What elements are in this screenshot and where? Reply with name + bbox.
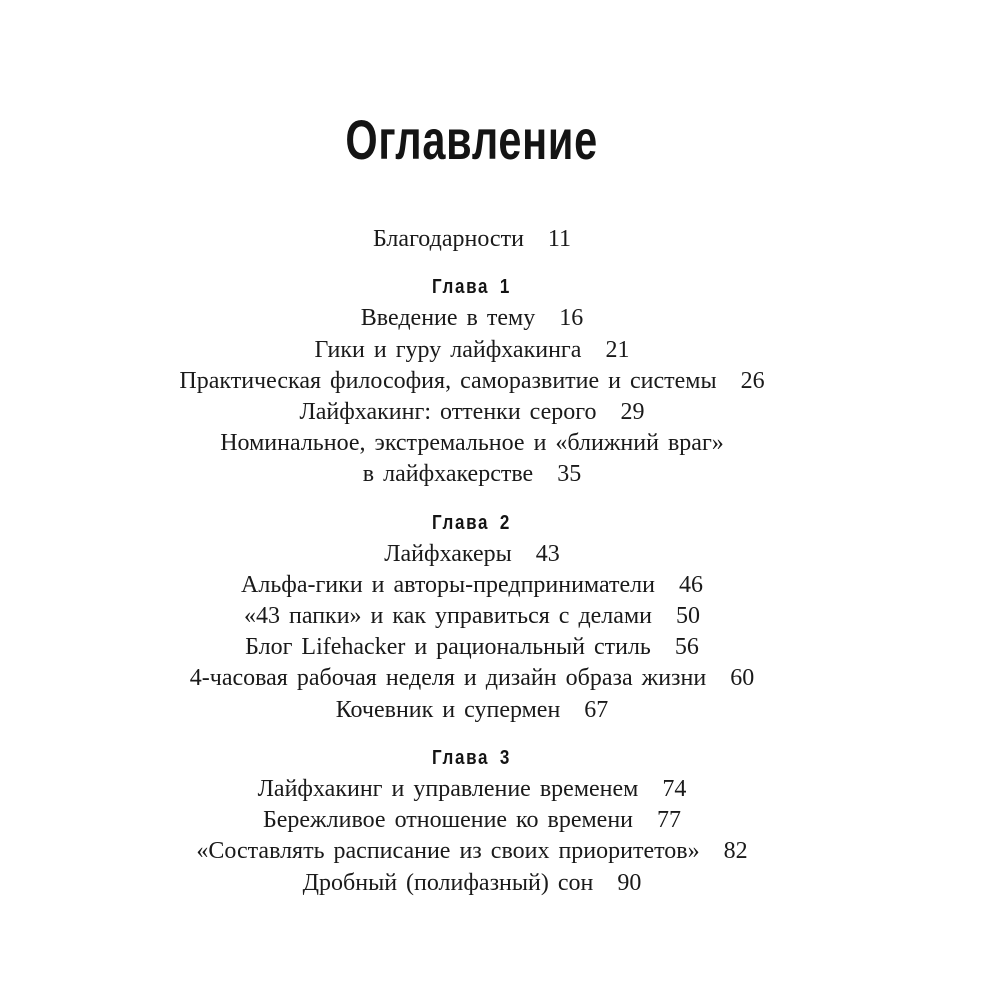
toc-entry-title: Блог Lifehacker и рациональный стиль [245,634,651,661]
toc-entry [0,397,944,428]
toc-entry-title: Лайфхакинг: оттенки серого [299,398,597,425]
chapter-heading-3 [0,743,944,774]
toc-entry-page: 50 [675,603,700,630]
toc-entry-title: Гики и гуру лайфхакинга [314,336,582,363]
toc-entry [0,805,944,836]
toc-entry-page: 43 [535,540,560,567]
toc-entry [0,539,944,570]
chapter-label: Глава 2 [432,511,512,534]
toc-entry-page: 29 [620,398,645,425]
toc-entry-title: Лайфхакинг и управление временем [257,776,639,802]
toc-entry-title: «43 папки» и как управиться с делами [244,603,652,630]
toc-entry-page: 11 [547,226,572,252]
toc-entry [0,570,944,601]
toc-entry-page: 67 [584,696,609,723]
toc-entry-line [0,459,944,490]
toc-entry-page: 74 [662,776,687,802]
toc-entry-page: 26 [740,367,765,394]
toc-entry-title: Практическая философия, саморазвитие и системы [179,367,717,394]
toc-entry [0,632,944,663]
toc-entry-page: 46 [678,571,703,598]
toc-entry [0,695,944,726]
toc-entry-title: Номинальное, экстремальное и «ближний враг» [220,430,724,457]
page-title-row [0,110,944,170]
toc-entry-page: 56 [674,634,699,661]
toc-entry-page: 21 [605,336,630,363]
toc-entry [0,774,944,805]
toc-entry-page: 35 [557,461,582,488]
toc-entry [0,303,944,334]
toc-entry [0,868,944,899]
page-title: Оглавление [345,108,599,171]
toc-entry [0,335,944,366]
toc-entry-title: Кочевник и супермен [335,696,561,723]
toc-entry-page: 77 [657,807,682,834]
toc-entry-title: Введение в тему [360,305,536,332]
table-of-contents [0,224,944,899]
toc-entry [0,836,944,867]
chapter-heading-1 [0,272,944,303]
toc-entry-line [0,428,944,459]
toc-entry-title-continued: в лайфхакерстве [362,461,534,488]
toc-entry-title: 4-часовая рабочая неделя и дизайн образа жизни [189,665,707,692]
toc-entry-wrapped [0,428,944,490]
toc-entry-page: 82 [723,838,748,865]
chapter-label: Глава 1 [432,276,512,299]
toc-entry-title: Благодарности [372,226,524,252]
toc-entry-acknowledgements [0,224,944,255]
toc-entry-page: 90 [617,869,642,896]
chapter-heading-2 [0,508,944,539]
toc-entry-title: Дробный (полифазный) сон [302,869,594,896]
toc-entry [0,601,944,632]
chapter-label: Глава 3 [432,746,512,769]
toc-entry [0,663,944,694]
toc-entry-title: Альфа-гики и авторы-предприниматели [241,571,655,598]
toc-entry-page: 60 [730,665,755,692]
toc-entry-title: Бережливое отношение ко времени [262,807,634,834]
toc-entry-page: 16 [559,305,584,332]
toc-entry-title: «Составлять расписание из своих приоритетов» [196,838,700,865]
toc-entry [0,366,944,397]
toc-entry-title: Лайфхакеры [384,540,512,567]
